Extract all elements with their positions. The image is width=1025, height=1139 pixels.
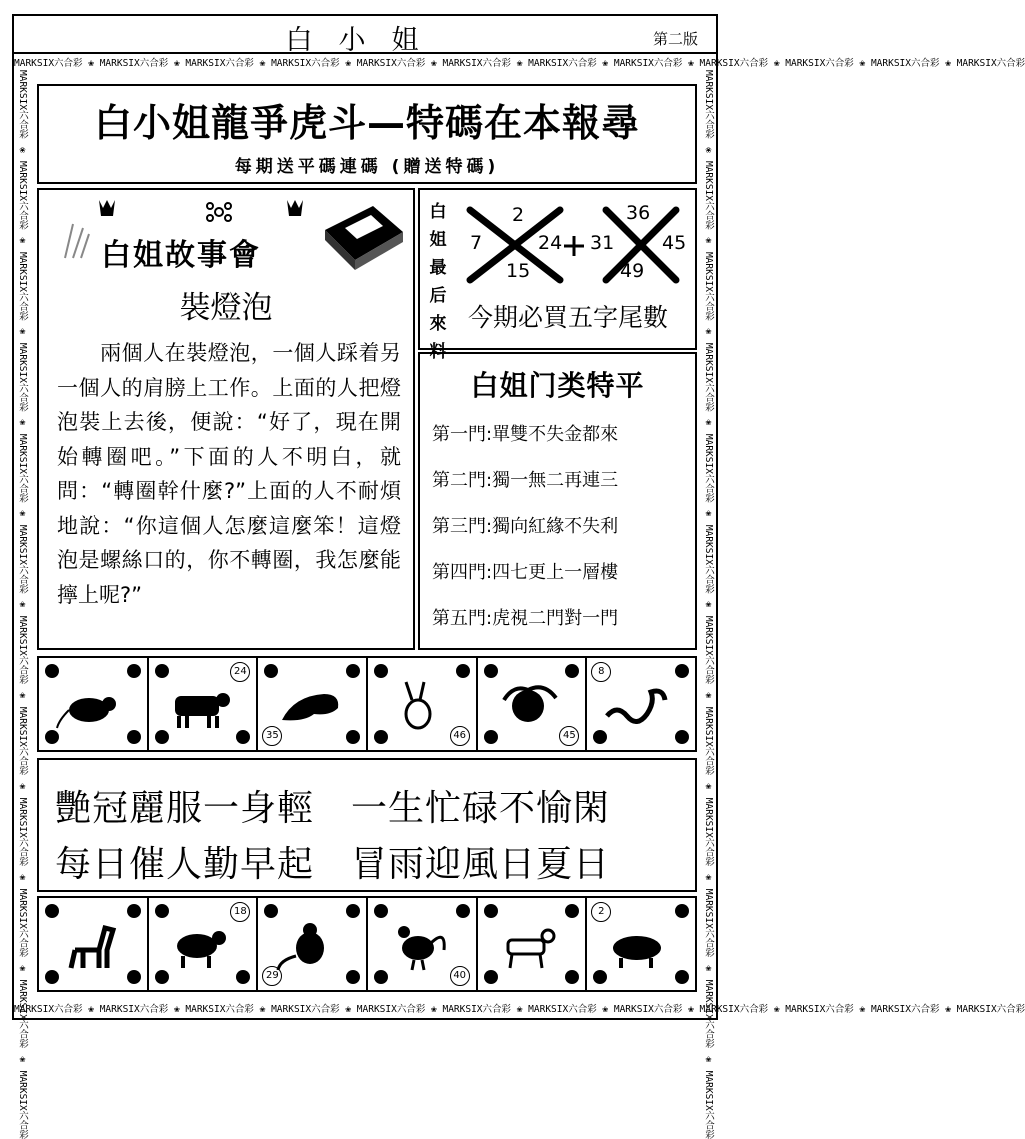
tail-number: 2 (512, 204, 525, 226)
horse-icon (55, 920, 125, 972)
page-title: 白小姐 (285, 25, 445, 56)
dot-marker (45, 970, 59, 984)
dragon-icon (494, 680, 564, 732)
dot-marker (127, 664, 141, 678)
dot-marker (593, 970, 607, 984)
tail-numbers-panel (418, 188, 697, 362)
reed-decoration-icon (59, 220, 95, 260)
dot-marker (675, 904, 689, 918)
zodiac-cell: 29 (258, 898, 368, 990)
left-strip: MARKSIX六合彩 ❀ MARKSIX六合彩 ❀ MARKSIX六合彩 ❀ MARKSIX六合彩 ❀ MARKSIX六合彩 ❀ MARKSIX六合彩 ❀ MARKSIX六合彩 ❀ MARKSIX六合彩 ❀ MARKSIX六合彩 ❀ MARKSIX六合彩 ❀ MARKSIX六合彩 ❀ MARKSIX六合彩 (17, 70, 28, 1139)
headline-banner (37, 84, 697, 184)
tail-cross-marks (460, 196, 690, 288)
dot-marker (127, 904, 141, 918)
story-body: 兩個人在裝燈泡，一個人踩着另一個人的肩膀上工作。上面的人把燈泡裝上去後，便說：“好了，現在開始轉圈吧。”下面的人不明白，就問：“轉圈幹什麼?”上面的人不耐煩地說：“你這個人怎麼這麼笨！這燈泡是螺絲口的，你不轉圈，我怎麼能擰上呢?” (57, 341, 401, 607)
dot-marker (456, 904, 470, 918)
dot-marker (593, 730, 607, 744)
top-strip: MARKSIX六合彩 ❀ MARKSIX六合彩 ❀ MARKSIX六合彩 ❀ MARKSIX六合彩 ❀ MARKSIX六合彩 ❀ MARKSIX六合彩 ❀ MARKSIX六合彩 ❀ MARKSIX六合彩 ❀ MARKSIX六合彩 ❀ MARKSIX六合彩 ❀ MARKSIX六合彩 ❀ MARKSIX六合彩 (14, 58, 1025, 69)
rat-icon (55, 680, 125, 732)
dot-marker (484, 664, 498, 678)
dot-marker (155, 904, 169, 918)
dot-marker (346, 730, 360, 744)
tail-number: 7 (470, 232, 483, 254)
zodiac-cell (39, 898, 149, 990)
bottom-strip: MARKSIX六合彩 ❀ MARKSIX六合彩 ❀ MARKSIX六合彩 ❀ MARKSIX六合彩 ❀ MARKSIX六合彩 ❀ MARKSIX六合彩 ❀ MARKSIX六合彩 ❀ MARKSIX六合彩 ❀ MARKSIX六合彩 ❀ MARKSIX六合彩 ❀ MARKSIX六合彩 ❀ MARKSIX六合彩 (14, 1004, 1025, 1015)
headline-subtext: 每期送平碼連碼 (贈送特碼) (234, 157, 500, 177)
dot-marker (484, 970, 498, 984)
dot-marker (456, 664, 470, 678)
pig-icon (603, 920, 673, 972)
monkey-icon (274, 920, 344, 972)
dot-marker (675, 730, 689, 744)
dog-icon (494, 920, 564, 972)
tail-number: 36 (626, 202, 651, 224)
dot-marker (346, 664, 360, 678)
dot-marker (155, 730, 169, 744)
gate-row: 第四門:四七更上一層樓 (432, 562, 619, 583)
gate-row: 第二門:獨一無二再連三 (432, 470, 619, 491)
dot-marker (374, 904, 388, 918)
dot-marker (374, 730, 388, 744)
zodiac-row-bottom (37, 896, 697, 992)
zodiac-row-top (37, 656, 697, 752)
zodiac-cell: 40 (368, 898, 478, 990)
rooster-icon (384, 920, 454, 972)
poem-line-2: 每日催人勤早起 冒雨迎風日夏日 (55, 844, 611, 885)
gate-row: 第一門:單雙不失金都來 (432, 424, 619, 445)
zodiac-cell: 18 (149, 898, 259, 990)
dot-marker (346, 970, 360, 984)
tail-number: 49 (620, 260, 645, 282)
dot-marker (565, 904, 579, 918)
snake-icon (603, 680, 673, 732)
zodiac-cell (39, 658, 149, 750)
headline-text: 白小姐龍爭虎斗—特碼在本報尋 (93, 101, 640, 145)
dot-marker (127, 730, 141, 744)
tail-number: 24 (538, 232, 563, 254)
dot-marker (45, 664, 59, 678)
dot-marker (484, 904, 498, 918)
dot-marker (484, 730, 498, 744)
dot-marker (45, 904, 59, 918)
dot-marker (565, 970, 579, 984)
dot-marker (675, 664, 689, 678)
dot-marker (236, 730, 250, 744)
dot-marker (675, 970, 689, 984)
tail-number: 15 (506, 260, 531, 282)
story-panel (37, 188, 415, 650)
story-heading: 白姐故事會 (101, 238, 261, 273)
tail-callout: 今期必買五字尾數 (468, 303, 669, 332)
dot-marker (565, 664, 579, 678)
zodiac-cell (478, 898, 588, 990)
ox-icon (165, 680, 235, 732)
gate-row: 第五門:虎視二門對一門 (432, 608, 619, 629)
poem-panel (37, 758, 697, 892)
dot-marker (264, 664, 278, 678)
dot-marker (374, 664, 388, 678)
right-strip: MARKSIX六合彩 ❀ MARKSIX六合彩 ❀ MARKSIX六合彩 ❀ MARKSIX六合彩 ❀ MARKSIX六合彩 ❀ MARKSIX六合彩 ❀ MARKSIX六合彩 ❀ MARKSIX六合彩 ❀ MARKSIX六合彩 ❀ MARKSIX六合彩 ❀ MARKSIX六合彩 ❀ MARKSIX六合彩 (703, 70, 714, 1139)
tail-number: 45 (662, 232, 687, 254)
gates-title: 白姐门类特平 (470, 369, 645, 402)
zodiac-cell: 35 (258, 658, 368, 750)
rabbit-icon (384, 680, 454, 732)
dot-marker (155, 970, 169, 984)
edition-label: 第二版 (652, 30, 698, 48)
tiger-icon (274, 680, 344, 732)
zodiac-cell: 45 (478, 658, 588, 750)
dot-marker (236, 970, 250, 984)
dot-marker (264, 904, 278, 918)
dot-marker (155, 664, 169, 678)
tail-side-label: 白姐最后來料 (429, 202, 447, 362)
dot-marker (374, 970, 388, 984)
tail-number: 31 (590, 232, 615, 254)
dot-marker (127, 970, 141, 984)
page-header (14, 16, 716, 54)
tulip-decoration-icon (91, 194, 351, 234)
gate-row: 第三門:獨向紅緣不失利 (432, 516, 619, 537)
zodiac-cell: 24 (149, 658, 259, 750)
book-icon (321, 204, 405, 272)
goat-icon (165, 920, 235, 972)
story-title: 裝燈泡 (179, 290, 273, 326)
poem-line-1: 艷冠麗服一身輕 一生忙碌不愉閑 (55, 788, 611, 829)
zodiac-cell: 8 (587, 658, 695, 750)
dot-marker (346, 904, 360, 918)
zodiac-cell: 46 (368, 658, 478, 750)
dot-marker (45, 730, 59, 744)
zodiac-cell: 2 (587, 898, 695, 990)
gates-panel (418, 352, 697, 650)
